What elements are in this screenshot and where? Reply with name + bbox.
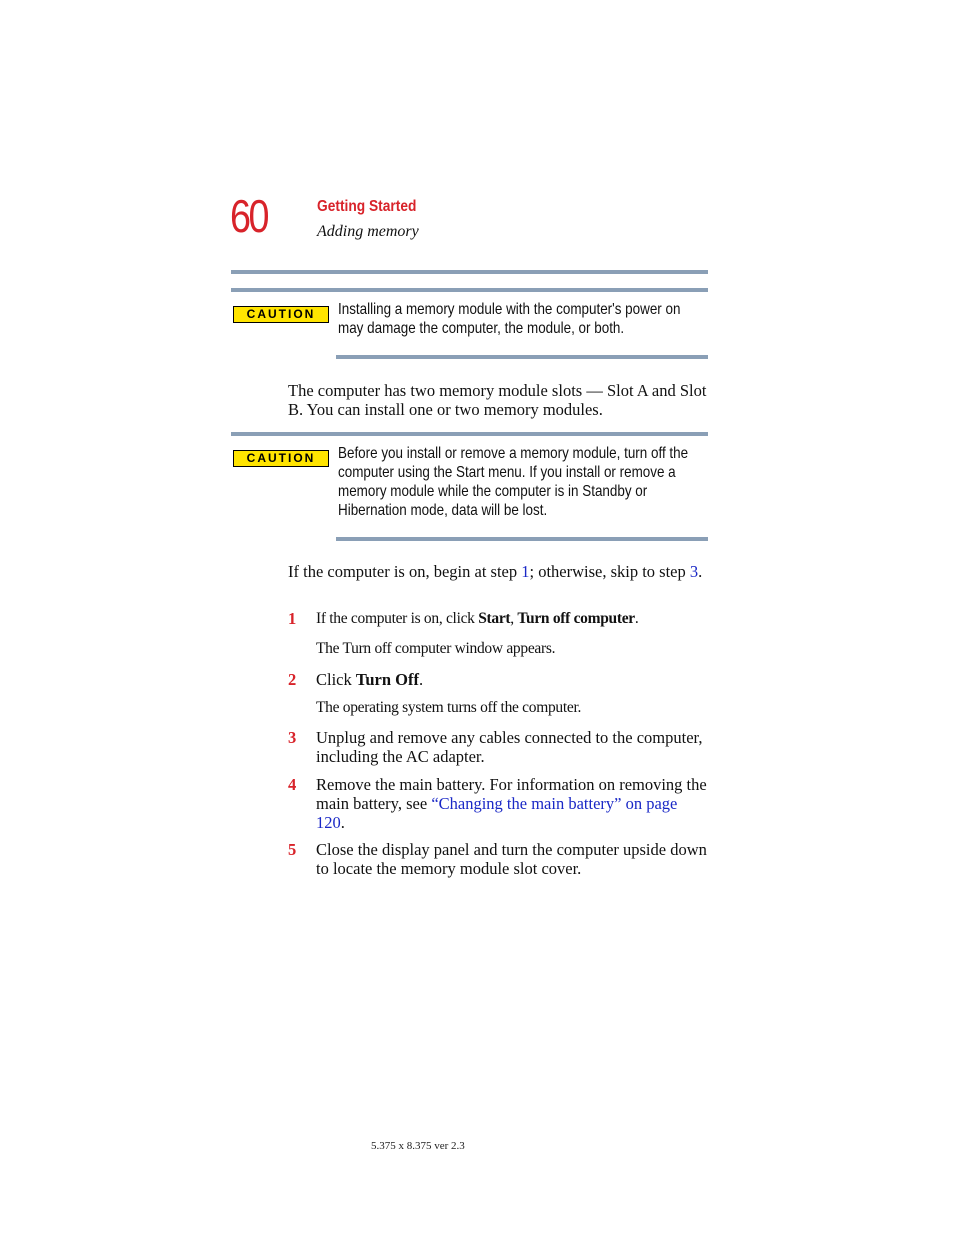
step-text: [316, 609, 708, 628]
caution-bottom-rule: [336, 537, 708, 541]
lead-paragraph: [288, 562, 708, 581]
page-number: 60: [230, 190, 268, 242]
step-3-link[interactable]: 3: [689, 562, 699, 581]
step-number: 1: [288, 609, 297, 628]
divider: [231, 270, 708, 274]
step-text-part: Click: [316, 670, 356, 689]
step-text-part: .: [340, 813, 345, 832]
caution-text: Before you install or remove a memory module, turn off the computer using the Start menu. If you install or remove a memory module while the computer is in Standby or Hibernation mode, data will be lost.: [338, 445, 689, 519]
step-text: [316, 670, 708, 689]
step-text: [316, 775, 708, 832]
step-text-part: Remove the main battery. For information on removing the main battery, see: [316, 775, 707, 813]
step-text: Unplug and remove any cables connected to the computer, including the AC adapter.: [316, 728, 703, 766]
lead-text: .: [698, 562, 703, 581]
step-text: Close the display panel and turn the computer upside down to locate the memory module slot cover.: [316, 840, 707, 878]
step-number: 2: [288, 670, 297, 689]
step-number: 4: [288, 775, 297, 794]
lead-text: ; otherwise, skip to step: [529, 562, 690, 581]
turn-off-computer-label: Turn off computer: [517, 610, 635, 627]
caution-top-rule: [231, 288, 708, 292]
subsection-title: Adding memory: [317, 223, 419, 240]
turn-off-label: Turn Off: [355, 670, 419, 689]
start-label: Start: [478, 610, 511, 627]
caution-top-rule: [231, 432, 708, 436]
intro-paragraph: The computer has two memory module slots — Slot A and Slot B. You can install one or two memory modules.: [288, 381, 707, 419]
caution-badge: CAUTION: [233, 306, 329, 323]
caution-bottom-rule: [336, 355, 708, 359]
step-text-part: ,: [510, 610, 518, 627]
section-title: Getting Started: [317, 198, 417, 215]
caution-text: Installing a memory module with the computer's power on may damage the computer, the module, or both.: [338, 301, 681, 337]
step-number: 5: [288, 840, 297, 859]
step-text-part: If the computer is on, click: [316, 610, 479, 627]
changing-main-battery-link[interactable]: “Changing the main battery” on page 120: [316, 794, 678, 832]
footer-version: 5.375 x 8.375 ver 2.3: [371, 1140, 465, 1152]
step-text-part: .: [419, 670, 424, 689]
step-result: The Turn off computer window appears.: [316, 640, 556, 657]
caution-badge: CAUTION: [233, 450, 329, 467]
step-result: The operating system turns off the computer.: [316, 699, 582, 716]
step-text-part: .: [634, 610, 639, 627]
step-number: 3: [288, 728, 297, 747]
step-1-link[interactable]: 1: [521, 562, 530, 581]
lead-text: If the computer is on, begin at step: [288, 562, 522, 581]
